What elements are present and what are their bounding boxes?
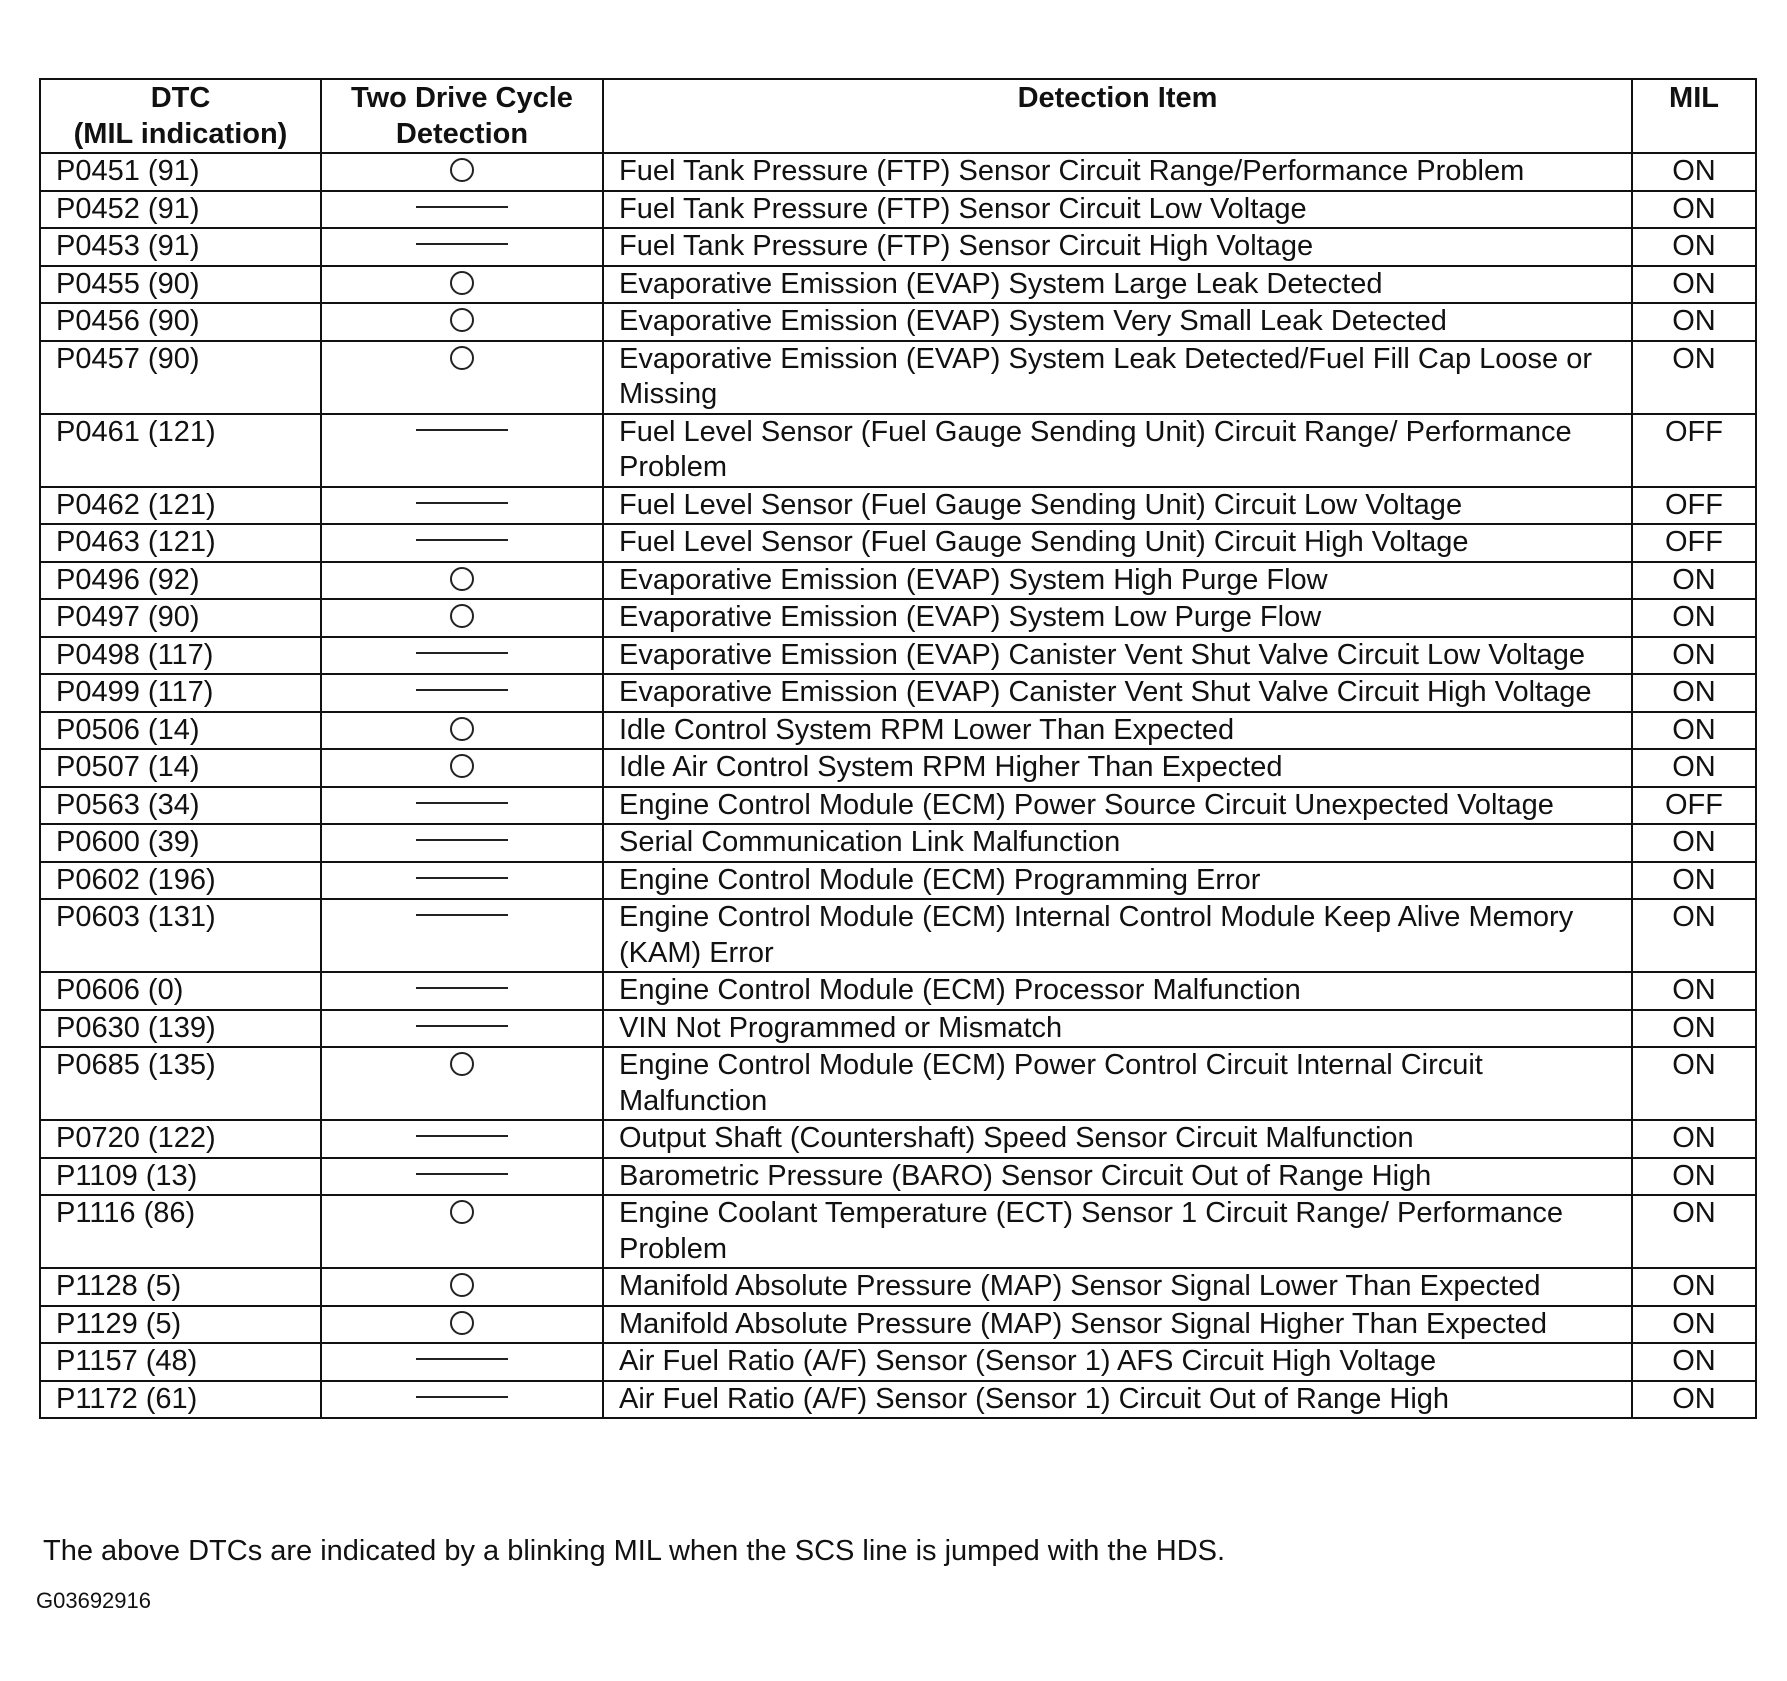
detection-item: Evaporative Emission (EVAP) Canister Vent Shut Valve Circuit High Voltage <box>603 674 1632 712</box>
detection-item: Engine Coolant Temperature (ECT) Sensor 1 Circuit Range/ Performance Problem <box>603 1195 1632 1268</box>
detection-item: Manifold Absolute Pressure (MAP) Sensor Signal Higher Than Expected <box>603 1306 1632 1344</box>
detection-item: VIN Not Programmed or Mismatch <box>603 1010 1632 1048</box>
circle-icon <box>450 1311 474 1335</box>
mil-status: ON <box>1632 1120 1756 1158</box>
circle-icon <box>450 271 474 295</box>
dash-icon <box>416 914 508 916</box>
mil-status: ON <box>1632 266 1756 304</box>
dtc-code: P1128 (5) <box>40 1268 321 1306</box>
circle-icon <box>450 158 474 182</box>
two-drive-cycle-cell <box>321 414 603 487</box>
two-drive-cycle-cell <box>321 637 603 675</box>
two-drive-cycle-cell <box>321 862 603 900</box>
detection-item: Output Shaft (Countershaft) Speed Sensor Circuit Malfunction <box>603 1120 1632 1158</box>
table-row <box>40 1010 1756 1048</box>
two-drive-cycle-cell <box>321 153 603 191</box>
mil-status: ON <box>1632 674 1756 712</box>
two-drive-cycle-cell <box>321 787 603 825</box>
dtc-code: P0720 (122) <box>40 1120 321 1158</box>
header-two-drive-cycle: Two Drive Cycle Detection <box>321 79 603 153</box>
dtc-code: P0685 (135) <box>40 1047 321 1120</box>
table-row <box>40 1306 1756 1344</box>
footnote: The above DTCs are indicated by a blinking MIL when the SCS line is jumped with the HDS. <box>43 1535 1226 1567</box>
header-row <box>40 79 1756 153</box>
dash-icon <box>416 1396 508 1398</box>
detection-item: Evaporative Emission (EVAP) System Large Leak Detected <box>603 266 1632 304</box>
dash-icon <box>416 243 508 245</box>
two-drive-cycle-cell <box>321 1381 603 1419</box>
mil-status: ON <box>1632 637 1756 675</box>
circle-icon <box>450 604 474 628</box>
dtc-code: P0452 (91) <box>40 191 321 229</box>
mil-status: ON <box>1632 972 1756 1010</box>
header-mil: MIL <box>1632 79 1756 153</box>
two-drive-cycle-cell <box>321 303 603 341</box>
dtc-code: P0457 (90) <box>40 341 321 414</box>
detection-item: Evaporative Emission (EVAP) System Very Small Leak Detected <box>603 303 1632 341</box>
detection-item: Serial Communication Link Malfunction <box>603 824 1632 862</box>
dtc-code: P0563 (34) <box>40 787 321 825</box>
circle-icon <box>450 308 474 332</box>
dtc-code: P0602 (196) <box>40 862 321 900</box>
mil-status: ON <box>1632 712 1756 750</box>
two-drive-cycle-cell <box>321 562 603 600</box>
mil-status: ON <box>1632 303 1756 341</box>
table-row <box>40 637 1756 675</box>
detection-item: Engine Control Module (ECM) Internal Control Module Keep Alive Memory (KAM) Error <box>603 899 1632 972</box>
two-drive-cycle-cell <box>321 749 603 787</box>
dtc-table <box>39 78 1757 1419</box>
two-drive-cycle-cell <box>321 266 603 304</box>
table-row <box>40 972 1756 1010</box>
detection-item: Evaporative Emission (EVAP) System Leak Detected/Fuel Fill Cap Loose or Missing <box>603 341 1632 414</box>
mil-status: ON <box>1632 899 1756 972</box>
dtc-code: P0507 (14) <box>40 749 321 787</box>
table-row <box>40 787 1756 825</box>
dtc-code: P0456 (90) <box>40 303 321 341</box>
table-row <box>40 303 1756 341</box>
dtc-code: P0498 (117) <box>40 637 321 675</box>
mil-status: ON <box>1632 153 1756 191</box>
detection-item: Fuel Tank Pressure (FTP) Sensor Circuit Range/Performance Problem <box>603 153 1632 191</box>
detection-item: Fuel Level Sensor (Fuel Gauge Sending Unit) Circuit Low Voltage <box>603 487 1632 525</box>
dash-icon <box>416 652 508 654</box>
dtc-code: P0462 (121) <box>40 487 321 525</box>
dash-icon <box>416 429 508 431</box>
detection-item: Evaporative Emission (EVAP) System High Purge Flow <box>603 562 1632 600</box>
two-drive-cycle-cell <box>321 1343 603 1381</box>
table-row <box>40 824 1756 862</box>
dash-icon <box>416 502 508 504</box>
dtc-code: P1116 (86) <box>40 1195 321 1268</box>
mil-status: ON <box>1632 749 1756 787</box>
two-drive-cycle-cell <box>321 1268 603 1306</box>
two-drive-cycle-cell <box>321 1047 603 1120</box>
two-drive-cycle-cell <box>321 1010 603 1048</box>
table-row <box>40 674 1756 712</box>
mil-status: OFF <box>1632 524 1756 562</box>
dtc-code: P0630 (139) <box>40 1010 321 1048</box>
table-row <box>40 1268 1756 1306</box>
dtc-code: P0497 (90) <box>40 599 321 637</box>
detection-item: Manifold Absolute Pressure (MAP) Sensor Signal Lower Than Expected <box>603 1268 1632 1306</box>
mil-status: ON <box>1632 1343 1756 1381</box>
dash-icon <box>416 1173 508 1175</box>
detection-item: Fuel Level Sensor (Fuel Gauge Sending Unit) Circuit Range/ Performance Problem <box>603 414 1632 487</box>
mil-status: ON <box>1632 1306 1756 1344</box>
detection-item: Engine Control Module (ECM) Power Control Circuit Internal Circuit Malfunction <box>603 1047 1632 1120</box>
header-detection-item: Detection Item <box>603 79 1632 153</box>
dtc-table-body <box>40 153 1756 1418</box>
detection-item: Engine Control Module (ECM) Programming Error <box>603 862 1632 900</box>
dtc-code: P0461 (121) <box>40 414 321 487</box>
mil-status: ON <box>1632 1268 1756 1306</box>
detection-item: Engine Control Module (ECM) Processor Malfunction <box>603 972 1632 1010</box>
dash-icon <box>416 987 508 989</box>
table-row <box>40 1047 1756 1120</box>
two-drive-cycle-cell <box>321 524 603 562</box>
dash-icon <box>416 877 508 879</box>
circle-icon <box>450 567 474 591</box>
two-drive-cycle-cell <box>321 1120 603 1158</box>
two-drive-cycle-cell <box>321 972 603 1010</box>
detection-item: Evaporative Emission (EVAP) System Low Purge Flow <box>603 599 1632 637</box>
circle-icon <box>450 754 474 778</box>
table-row <box>40 862 1756 900</box>
table-row <box>40 1158 1756 1196</box>
table-row <box>40 899 1756 972</box>
two-drive-cycle-cell <box>321 899 603 972</box>
detection-item: Fuel Level Sensor (Fuel Gauge Sending Unit) Circuit High Voltage <box>603 524 1632 562</box>
header-dtc: DTC (MIL indication) <box>40 79 321 153</box>
dash-icon <box>416 1358 508 1360</box>
dash-icon <box>416 1025 508 1027</box>
mil-status: OFF <box>1632 414 1756 487</box>
dtc-code: P0603 (131) <box>40 899 321 972</box>
mil-status: OFF <box>1632 787 1756 825</box>
table-row <box>40 414 1756 487</box>
dtc-code: P0496 (92) <box>40 562 321 600</box>
table-row <box>40 599 1756 637</box>
dtc-code: P0463 (121) <box>40 524 321 562</box>
table-row <box>40 712 1756 750</box>
circle-icon <box>450 1200 474 1224</box>
circle-icon <box>450 717 474 741</box>
two-drive-cycle-cell <box>321 1306 603 1344</box>
detection-item: Barometric Pressure (BARO) Sensor Circuit Out of Range High <box>603 1158 1632 1196</box>
detection-item: Idle Control System RPM Lower Than Expected <box>603 712 1632 750</box>
dtc-code: P1157 (48) <box>40 1343 321 1381</box>
table-row <box>40 562 1756 600</box>
dtc-code: P1172 (61) <box>40 1381 321 1419</box>
dash-icon <box>416 1135 508 1137</box>
mil-status: ON <box>1632 862 1756 900</box>
dash-icon <box>416 539 508 541</box>
table-row <box>40 266 1756 304</box>
table-row <box>40 1343 1756 1381</box>
two-drive-cycle-cell <box>321 1195 603 1268</box>
detection-item: Engine Control Module (ECM) Power Source Circuit Unexpected Voltage <box>603 787 1632 825</box>
mil-status: ON <box>1632 1158 1756 1196</box>
table-row <box>40 1195 1756 1268</box>
dash-icon <box>416 839 508 841</box>
detection-item: Air Fuel Ratio (A/F) Sensor (Sensor 1) Circuit Out of Range High <box>603 1381 1632 1419</box>
mil-status: ON <box>1632 191 1756 229</box>
mil-status: ON <box>1632 1010 1756 1048</box>
dash-icon <box>416 206 508 208</box>
dtc-code: P0600 (39) <box>40 824 321 862</box>
two-drive-cycle-cell <box>321 599 603 637</box>
two-drive-cycle-cell <box>321 674 603 712</box>
table-row <box>40 749 1756 787</box>
two-drive-cycle-cell <box>321 1158 603 1196</box>
mil-status: ON <box>1632 341 1756 414</box>
table-row <box>40 1381 1756 1419</box>
table-row <box>40 341 1756 414</box>
detection-item: Idle Air Control System RPM Higher Than Expected <box>603 749 1632 787</box>
table-row <box>40 228 1756 266</box>
circle-icon <box>450 1052 474 1076</box>
two-drive-cycle-cell <box>321 191 603 229</box>
mil-status: ON <box>1632 228 1756 266</box>
dtc-code: P0451 (91) <box>40 153 321 191</box>
circle-icon <box>450 346 474 370</box>
mil-status: OFF <box>1632 487 1756 525</box>
two-drive-cycle-cell <box>321 824 603 862</box>
table-row <box>40 153 1756 191</box>
detection-item: Fuel Tank Pressure (FTP) Sensor Circuit High Voltage <box>603 228 1632 266</box>
two-drive-cycle-cell <box>321 712 603 750</box>
table-row <box>40 524 1756 562</box>
table-row <box>40 487 1756 525</box>
detection-item: Evaporative Emission (EVAP) Canister Vent Shut Valve Circuit Low Voltage <box>603 637 1632 675</box>
mil-status: ON <box>1632 1195 1756 1268</box>
dtc-code: P0453 (91) <box>40 228 321 266</box>
mil-status: ON <box>1632 562 1756 600</box>
mil-status: ON <box>1632 599 1756 637</box>
dtc-code: P0506 (14) <box>40 712 321 750</box>
detection-item: Fuel Tank Pressure (FTP) Sensor Circuit Low Voltage <box>603 191 1632 229</box>
table-row <box>40 191 1756 229</box>
detection-item: Air Fuel Ratio (A/F) Sensor (Sensor 1) AFS Circuit High Voltage <box>603 1343 1632 1381</box>
two-drive-cycle-cell <box>321 228 603 266</box>
dash-icon <box>416 689 508 691</box>
figure-code: G03692916 <box>36 1588 151 1613</box>
circle-icon <box>450 1273 474 1297</box>
two-drive-cycle-cell <box>321 487 603 525</box>
dtc-code: P1129 (5) <box>40 1306 321 1344</box>
dtc-code: P1109 (13) <box>40 1158 321 1196</box>
table-row <box>40 1120 1756 1158</box>
mil-status: ON <box>1632 1047 1756 1120</box>
two-drive-cycle-cell <box>321 341 603 414</box>
mil-status: ON <box>1632 1381 1756 1419</box>
dtc-code: P0455 (90) <box>40 266 321 304</box>
dash-icon <box>416 802 508 804</box>
dtc-code: P0606 (0) <box>40 972 321 1010</box>
dtc-code: P0499 (117) <box>40 674 321 712</box>
mil-status: ON <box>1632 824 1756 862</box>
